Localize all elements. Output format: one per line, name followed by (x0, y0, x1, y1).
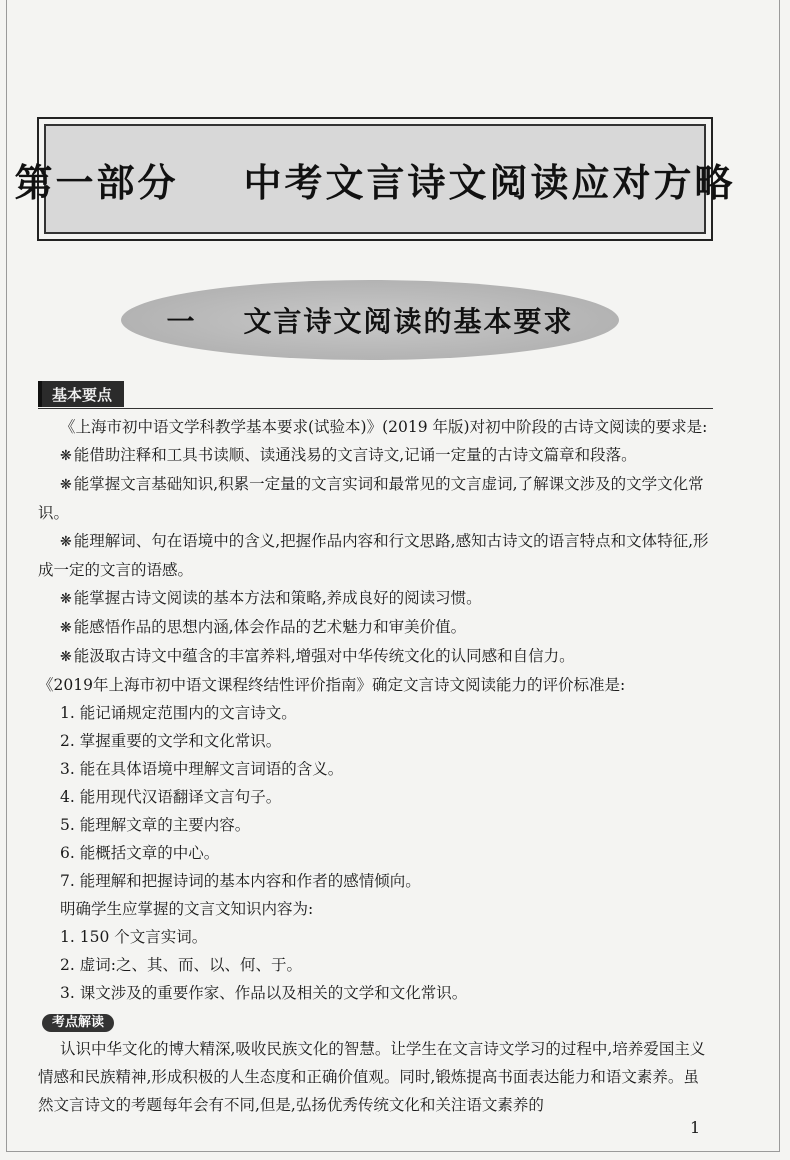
requirement-item: ❋ 能理解词、句在语境中的含义,把握作品内容和行文思路,感知古诗文的语言特点和文体特征,形成一定的文言的语感。 (38, 532, 709, 579)
criteria-item: 2. 掌握重要的文学和文化常识。 (60, 732, 282, 750)
requirement-item: ❋ 能汲取古诗文中蕴含的丰富养料,增强对中华传统文化的认同感和自信力。 (60, 647, 575, 665)
star-bullet-icon: ❋ (60, 477, 72, 493)
key-reading-label-row (38, 1007, 713, 1035)
star-bullet-icon: ❋ (60, 448, 72, 464)
criteria-item: 5. 能理解文章的主要内容。 (60, 816, 251, 834)
intro-paragraph: 《上海市初中语文学科教学基本要求(试验本)》(2019 年版)对初中阶段的古诗文阅读的要求是: (60, 418, 708, 436)
criteria-item: 6. 能概括文章的中心。 (60, 844, 220, 862)
page-number: 1 (690, 1118, 701, 1137)
star-bullet-icon: ❋ (60, 620, 72, 636)
key-reading-label: 考点解读 (42, 1014, 114, 1032)
main-content (38, 413, 713, 1119)
criteria-item: 7. 能理解和把握诗词的基本内容和作者的感情倾向。 (60, 872, 421, 890)
knowledge-item: 1. 150 个文言实词。 (60, 928, 208, 946)
knowledge-intro: 明确学生应掌握的文言文知识内容为: (60, 900, 314, 918)
part-title: 第一部分 中考文言诗文阅读应对方略 (14, 160, 736, 205)
star-bullet-icon: ❋ (60, 534, 72, 550)
label-underline (38, 408, 713, 409)
part-title-box (14, 117, 736, 241)
star-bullet-icon: ❋ (60, 649, 72, 665)
knowledge-item: 2. 虚词:之、其、而、以、何、于。 (60, 956, 302, 974)
criteria-item: 3. 能在具体语境中理解文言词语的含义。 (60, 760, 344, 778)
key-reading-paragraph: 认识中华文化的博大精深,吸收民族文化的智慧。让学生在文言诗文学习的过程中,培养爱国主义情感和民族精神,形成积极的人生态度和正确价值观。同时,锻炼提高书面表达能力和语文素养。虽然文言诗文的考题每年会有不同,但是,弘扬优秀传统文化和关注语文素养的 (38, 1040, 706, 1114)
basic-points-label: 基本要点 (38, 381, 124, 407)
criteria-item: 1. 能记诵规定范围内的文言诗文。 (60, 704, 297, 722)
criteria-item: 4. 能用现代汉语翻译文言句子。 (60, 788, 282, 806)
requirement-item: ❋ 能掌握古诗文阅读的基本方法和策略,养成良好的阅读习惯。 (60, 589, 482, 607)
requirement-item: ❋ 能掌握文言基础知识,积累一定量的文言实词和最常见的文言虚词,了解课文涉及的文学文化常识。 (38, 475, 704, 522)
requirement-item: ❋ 能感悟作品的思想内涵,体会作品的艺术魅力和审美价值。 (60, 618, 467, 636)
star-bullet-icon: ❋ (60, 591, 72, 607)
requirement-item: ❋ 能借助注释和工具书读顺、读通浅易的文言诗文,记诵一定量的古诗文篇章和段落。 (60, 446, 637, 464)
guide-intro: 《2019年上海市初中语文课程终结性评价指南》确定文言诗文阅读能力的评价标准是: (38, 676, 626, 694)
knowledge-item: 3. 课文涉及的重要作家、作品以及相关的文学和文化常识。 (60, 984, 468, 1002)
section-title-banner (121, 280, 619, 360)
section-title: 一 文言诗文阅读的基本要求 (166, 305, 574, 338)
